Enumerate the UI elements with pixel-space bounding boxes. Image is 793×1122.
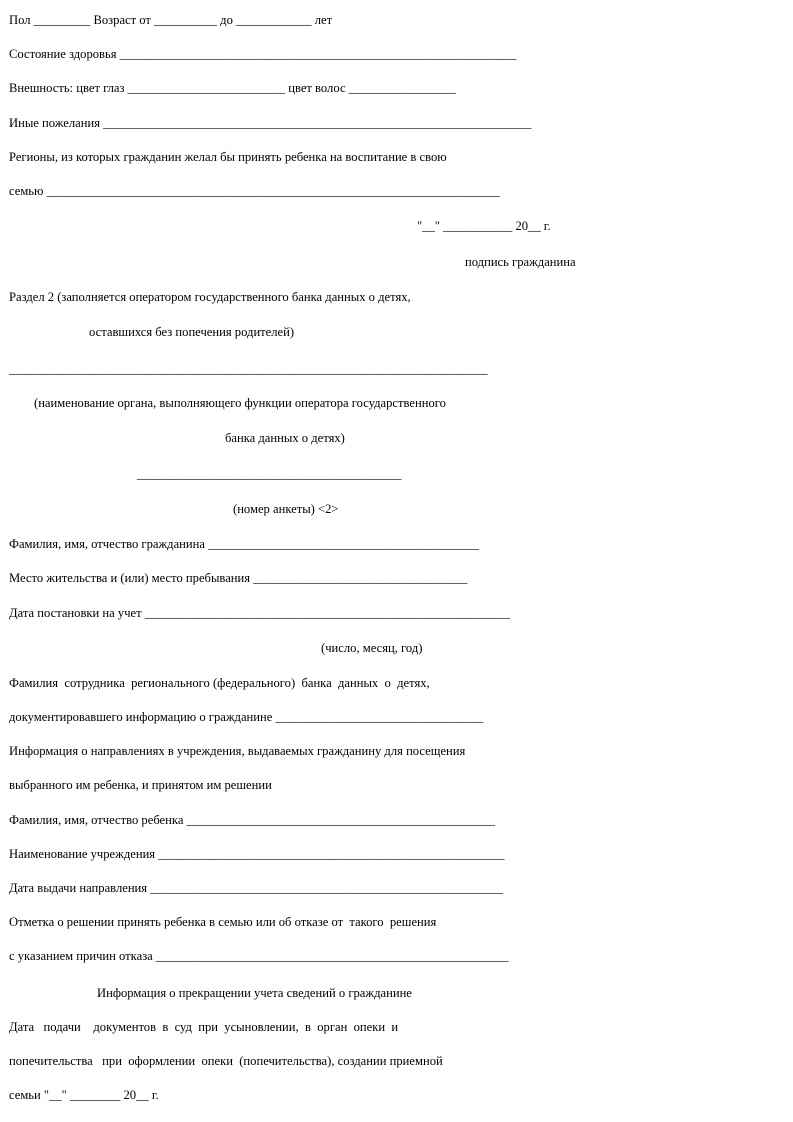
field-health-state: Состояние здоровья _______________________________________________________________ [9, 47, 517, 61]
submission-date-label: Дата подачи документов в суд при усыновлении, в орган опеки и [9, 1020, 399, 1034]
operator-name-caption: (наименование органа, выполняющего функции оператора государственного [34, 396, 446, 410]
form-number-caption: (номер анкеты) <2> [233, 502, 339, 516]
operator-name-line: ____________________________________________________________________________ [9, 362, 488, 376]
field-child-name: Фамилия, имя, отчество ребенка _________________________________________________ [9, 813, 496, 827]
field-employee-name: Фамилия сотрудника регионального (федерального) банка данных о детях, [9, 676, 430, 690]
referrals-info-label: Информация о направлениях в учреждения, выдаваемых гражданину для посещения [9, 744, 466, 758]
referrals-info-label-cont: выбранного им ребенка, и принятом им решении [9, 778, 272, 792]
field-residence: Место жительства и (или) место пребывания __________________________________ [9, 571, 468, 585]
decision-note-line: с указанием причин отказа ________________________________________________________ [9, 949, 509, 963]
field-institution-name: Наименование учреждения _______________________________________________________ [9, 847, 505, 861]
field-gender-age: Пол _________ Возраст от __________ до ____________ лет [9, 13, 333, 27]
field-citizen-name: Фамилия, имя, отчество гражданина ___________________________________________ [9, 537, 479, 551]
field-appearance: Внешность: цвет глаз _________________________ цвет волос _________________ [9, 81, 456, 95]
section-2-heading-cont: оставшихся без попечения родителей) [89, 325, 295, 339]
operator-name-caption-cont: банка данных о детях) [225, 431, 345, 445]
form-number-line: __________________________________________ [137, 467, 402, 481]
section-2-heading: Раздел 2 (заполняется оператором государственного банка данных о детях, [9, 290, 411, 304]
field-other-wishes: Иные пожелания ____________________________________________________________________ [9, 116, 532, 130]
field-regions-label: Регионы, из которых гражданин желал бы принять ребенка на воспитание в свою [9, 150, 447, 164]
termination-heading: Информация о прекращении учета сведений о гражданине [97, 986, 412, 1000]
submission-date-line: семьи "__" ________ 20__ г. [9, 1088, 159, 1102]
field-registration-date: Дата постановки на учет __________________________________________________________ [9, 606, 510, 620]
field-referral-date: Дата выдачи направления ________________________________________________________ [9, 881, 503, 895]
field-regions-line: семью ________________________________________________________________________ [9, 184, 500, 198]
decision-note-label: Отметка о решении принять ребенка в семью или об отказе от такого решения [9, 915, 437, 929]
submission-date-label-cont: попечительства при оформлении опеки (попечительства), создании приемной [9, 1054, 443, 1068]
date-caption: (число, месяц, год) [321, 641, 423, 655]
signature-date: "__" ___________ 20__ г. [417, 219, 551, 233]
field-employee-name-cont: документировавшего информацию о гражданине _________________________________ [9, 710, 484, 724]
signature-caption: подпись гражданина [465, 255, 576, 269]
